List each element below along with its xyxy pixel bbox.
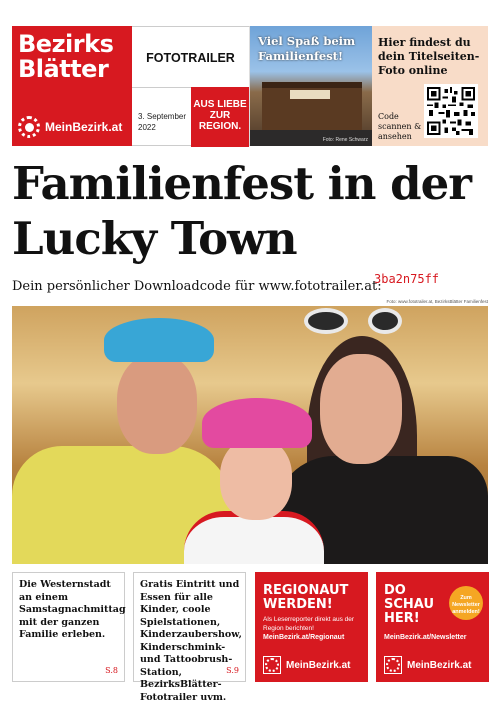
download-code-label: Dein persönlicher Downloadcode für www.fototrailer.at:	[12, 279, 382, 294]
child-pink-hat	[202, 398, 312, 448]
issue-date: 3. September 2022	[138, 112, 187, 132]
qr-promo-text: Hier findest du dein Titelseiten-Foto online	[378, 36, 480, 77]
main-photo[interactable]	[12, 306, 488, 564]
meinbezirk-brand	[263, 656, 350, 674]
qr-promo	[372, 26, 488, 146]
page-ref: S.8	[105, 666, 118, 675]
teaser-photo-credit: Foto: Rene Schwarz	[322, 137, 368, 143]
woman-face	[320, 354, 402, 464]
teaser-text: Gratis Eintritt und Essen für alle Kinder, coole Spielstationen, Kinderzaubershow, Kinderschmink- und Tattoobrush-Station, BezirksBlätter-Fototrailer uvm.	[140, 579, 242, 703]
teaser-box-westernstadt[interactable]	[12, 572, 125, 682]
headline: Familienfest in der Lucky Town	[12, 157, 471, 265]
bunny-ear-left	[304, 308, 348, 334]
bunny-ear-right	[368, 308, 402, 334]
page-ref: S.9	[226, 666, 239, 675]
promo-title: REGIONAUT WERDEN!	[263, 583, 349, 612]
meinbezirk-brand	[384, 656, 471, 674]
promo-text: Als Leserreporter direkt aus der Region berichten!	[263, 616, 355, 632]
masthead	[12, 26, 488, 146]
brand-name: Bezirks Blätter	[18, 30, 114, 83]
teaser-text: Die Westernstadt an einem Samstagnachmittag mit der ganzen Familie erleben.	[19, 579, 126, 640]
promo-link[interactable]: MeinBezirk.at/Newsletter	[384, 634, 467, 641]
meinbezirk-logo-icon	[18, 116, 40, 138]
meinbezirk-logo-icon	[263, 656, 281, 674]
teaser-box-gratis[interactable]	[133, 572, 246, 703]
slogan-badge: AUS LIEBE ZUR REGION.	[191, 87, 249, 147]
newsletter-badge[interactable]: Zum Newsletter anmelden!	[449, 586, 483, 620]
brand-site: MeinBezirk.at	[286, 659, 351, 671]
download-code[interactable]: 3ba2n75ff	[374, 272, 440, 286]
man-face	[117, 354, 197, 454]
teaser-photo[interactable]	[250, 26, 372, 146]
fototrailer-panel	[132, 26, 250, 146]
teaser-caption: Viel Spaß beim Familienfest!	[258, 34, 356, 63]
qr-code-icon[interactable]	[424, 84, 478, 138]
promo-title: DO SCHAU HER!	[384, 583, 435, 626]
man-blue-hat	[104, 318, 214, 362]
promo-regionaut[interactable]	[255, 572, 368, 682]
child-face	[220, 438, 292, 520]
promo-newsletter[interactable]	[376, 572, 489, 682]
meinbezirk-brand	[18, 116, 122, 138]
meinbezirk-logo-icon	[384, 656, 402, 674]
brand-site: MeinBezirk.at	[45, 120, 123, 134]
main-photo-credit: Foto: www.fototrailer.at, BezirksBlätter Familienfest	[386, 299, 488, 304]
bezirksblaetter-logo[interactable]	[12, 26, 132, 146]
promo-link[interactable]: MeinBezirk.at/Regionaut	[263, 634, 345, 641]
qr-label: Code scannen & ansehen	[378, 112, 422, 141]
brand-site: MeinBezirk.at	[407, 659, 472, 671]
fototrailer-label: FOTOTRAILER	[146, 51, 235, 65]
building-sign	[290, 90, 330, 99]
